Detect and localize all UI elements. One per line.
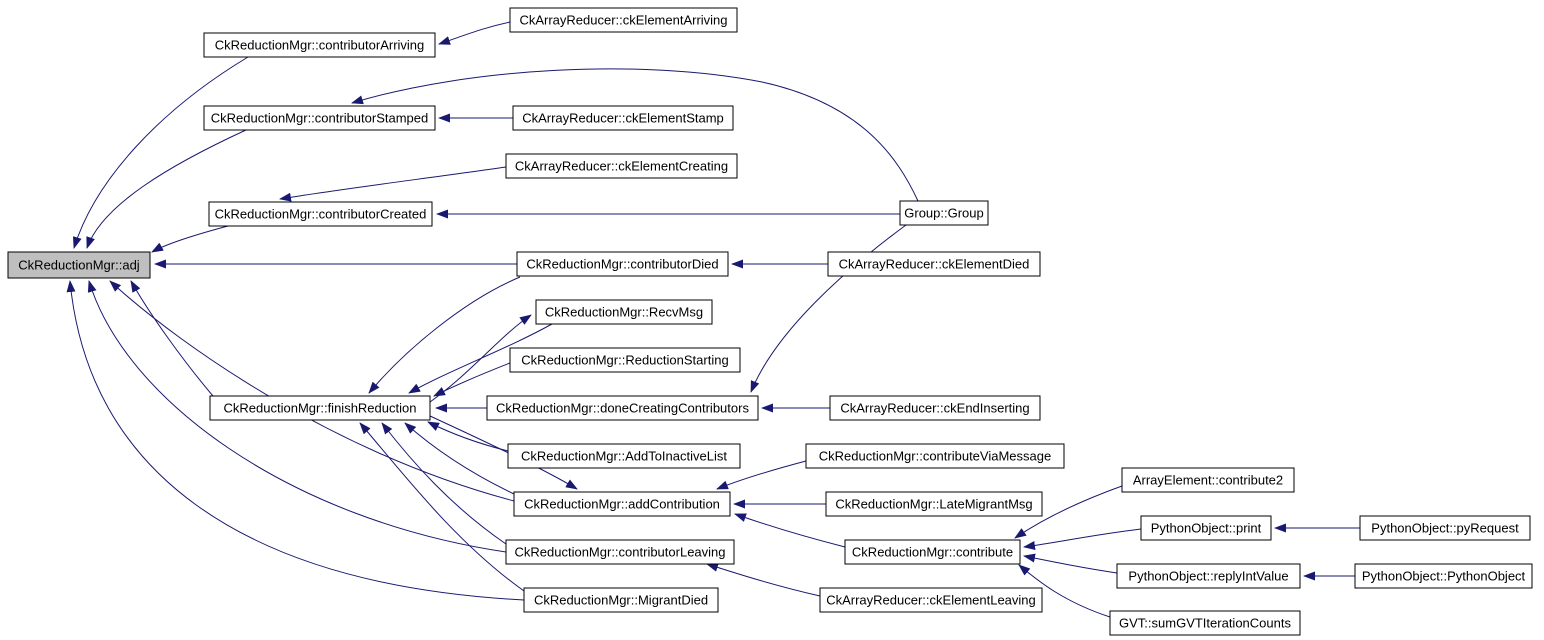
node-label: PythonObject::print — [1150, 520, 1262, 536]
edge-print-to-contribute — [1024, 529, 1141, 547]
node-finishReduction[interactable] — [210, 396, 430, 420]
node-label: CkReductionMgr::addContribution — [524, 496, 720, 512]
node-label: CkArrayReducer::ckElementStamp — [522, 110, 724, 126]
node-label: CkReductionMgr::finishReduction — [223, 400, 417, 416]
node-label: CkReductionMgr::MigrantDied — [533, 592, 709, 608]
edge-addContribution-to-finishReduction — [405, 423, 514, 494]
edge-group-to-contribStamped — [352, 69, 918, 201]
node-addContribution[interactable] — [514, 492, 730, 516]
edge-group-to-doneCreating — [751, 225, 906, 392]
edge-replyIntValue-to-contribute — [1024, 556, 1117, 573]
node-replyIntValue[interactable] — [1117, 564, 1300, 588]
node-label: CkArrayReducer::ckElementCreating — [514, 158, 729, 174]
node-contribLeaving[interactable] — [506, 540, 734, 564]
edge-migrantDied-to-adj — [70, 281, 524, 600]
node-label: CkArrayReducer::ckElementArriving — [519, 12, 728, 28]
edge-addContribution-to-adj — [110, 281, 514, 501]
node-addToInactiveList[interactable] — [508, 444, 740, 468]
node-label: CkReductionMgr::contributorStamped — [210, 110, 429, 126]
node-adj[interactable] — [8, 252, 150, 278]
node-label: CkReductionMgr::ReductionStarting — [521, 352, 729, 368]
node-label: PythonObject::PythonObject — [1361, 568, 1526, 584]
node-contributeViaMessage[interactable] — [806, 444, 1064, 468]
node-label: PythonObject::replyIntValue — [1128, 568, 1289, 584]
node-label: CkReductionMgr::contributorLeaving — [514, 544, 726, 560]
node-label: CkArrayReducer::ckElementDied — [838, 256, 1030, 272]
edge-elemLeaving-to-contribLeaving — [707, 564, 820, 596]
node-elemArriving[interactable] — [510, 8, 737, 32]
node-label: CkReductionMgr::adj — [18, 257, 140, 273]
node-contribute2[interactable] — [1122, 468, 1294, 492]
edge-finishReduction-to-adj — [131, 281, 213, 396]
node-label: CkReductionMgr::contributorArriving — [214, 37, 425, 53]
node-label: GVT::sumGVTIterationCounts — [1119, 615, 1291, 631]
edge-reductionStarting-to-finishReduction — [434, 363, 510, 396]
node-sumGVT[interactable] — [1110, 611, 1300, 635]
node-label: CkArrayReducer::ckEndInserting — [840, 400, 1030, 416]
node-doneCreating[interactable] — [487, 396, 758, 420]
node-recvMsg[interactable] — [536, 300, 712, 324]
node-label: CkArrayReducer::ckElementLeaving — [826, 592, 1036, 608]
edge-contribLeaving-to-finishReduction — [382, 423, 506, 544]
edge-contribStamped-to-adj — [87, 130, 246, 248]
node-elemDied[interactable] — [828, 252, 1040, 276]
node-label: Group::Group — [904, 205, 984, 221]
node-elemStamp[interactable] — [513, 106, 733, 130]
node-label: PythonObject::pyRequest — [1371, 520, 1519, 536]
node-contribStamped[interactable] — [204, 106, 435, 130]
edge-contribute-to-addContribution — [735, 514, 845, 547]
node-contribute[interactable] — [845, 540, 1020, 564]
node-migrantDied[interactable] — [524, 588, 718, 612]
node-pythonObject[interactable] — [1355, 564, 1532, 588]
node-pyRequest[interactable] — [1360, 516, 1530, 540]
node-group[interactable] — [900, 201, 988, 225]
node-contribCreated[interactable] — [209, 202, 432, 226]
node-label: ArrayElement::contribute2 — [1132, 472, 1284, 488]
node-lateMigrantMsg[interactable] — [826, 492, 1042, 516]
node-label: CkReductionMgr::LateMigrantMsg — [835, 496, 1033, 512]
edge-elemArriving-to-contribArriving — [439, 22, 510, 44]
node-label: CkReductionMgr::contribute — [851, 544, 1014, 560]
edge-elemCreating-to-contribCreated — [280, 167, 506, 199]
node-layer — [8, 8, 1532, 635]
node-label: CkReductionMgr::RecvMsg — [544, 304, 704, 320]
node-elemCreating[interactable] — [506, 154, 737, 178]
node-label: CkReductionMgr::AddToInactiveList — [521, 448, 727, 464]
node-endInserting[interactable] — [830, 396, 1040, 420]
node-label: CkReductionMgr::doneCreatingContributors — [496, 400, 749, 416]
node-reductionStarting[interactable] — [510, 348, 740, 372]
node-contribArriving[interactable] — [204, 33, 435, 57]
node-print[interactable] — [1141, 516, 1271, 540]
node-label: CkReductionMgr::contributorCreated — [214, 206, 427, 222]
node-contribDied[interactable] — [517, 252, 728, 276]
node-elemLeaving[interactable] — [820, 588, 1042, 612]
edge-contribCreated-to-adj — [152, 226, 228, 252]
node-label: CkReductionMgr::contributeViaMessage — [818, 448, 1052, 464]
node-label: CkReductionMgr::contributorDied — [526, 256, 719, 272]
